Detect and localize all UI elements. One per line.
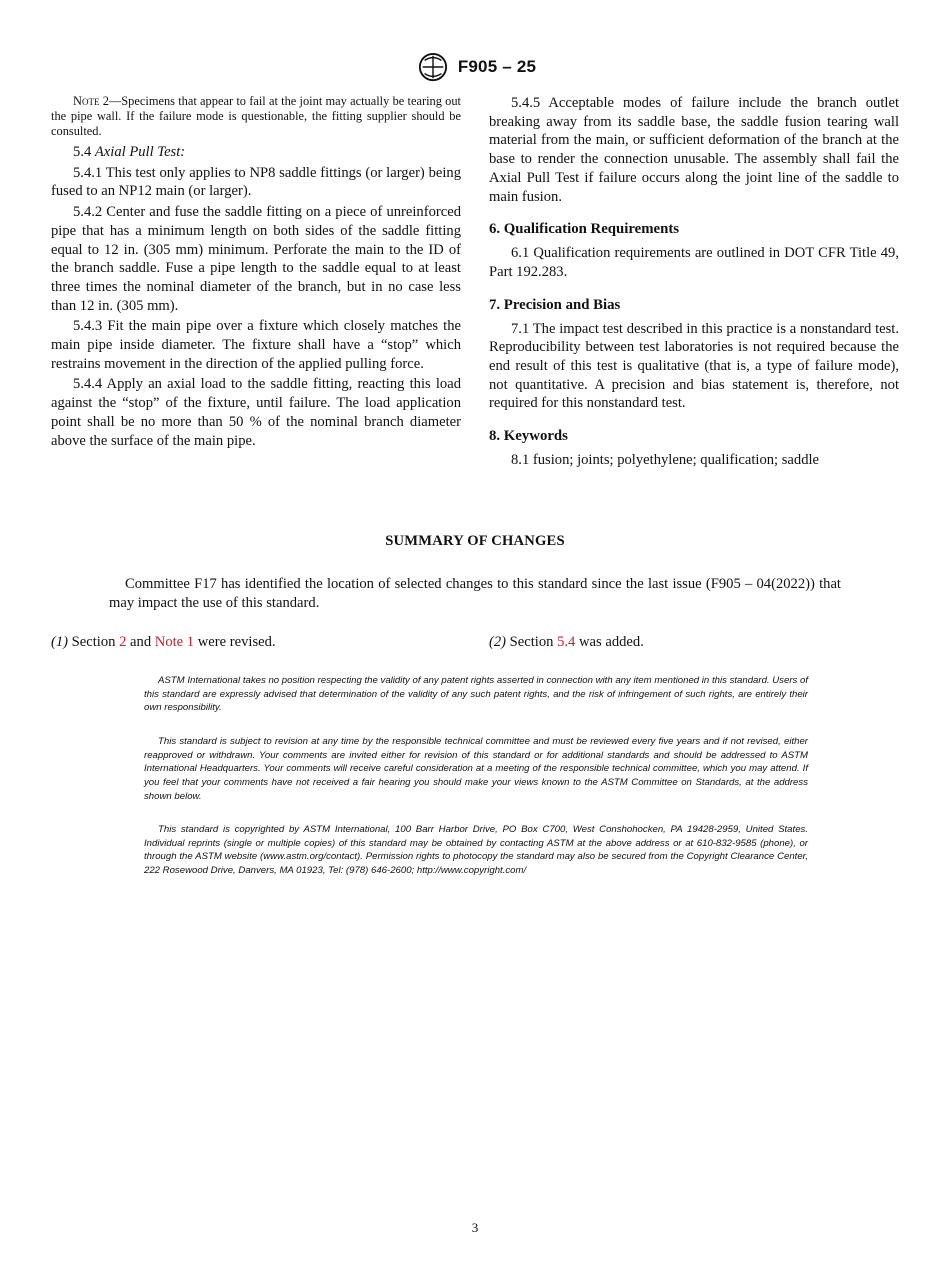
paragraph-5-4-4: 5.4.4 Apply an axial load to the saddle fitting, reacting this load against the “stop” of the fixture, until failure. The load application point shall be no more than 50 % of the nominal branch diameter above the surface of the main pipe.	[51, 376, 461, 449]
patent-notice: ASTM International takes no position respecting the validity of any patent rights asserted in connection with any item mentioned in this standard. Users of this standard are expressly advised that determination of the validity of any such patent rights, and the risk of infringement of such rights, are entirely their own responsibility.	[144, 675, 808, 714]
change-number: (2)	[489, 634, 507, 650]
astm-logo-icon	[414, 52, 452, 82]
section-title: Axial Pull Test:	[94, 144, 186, 160]
summary-intro: Committee F17 has identified the location of selected changes to this standard since the last issue (F905 – 04(2022)) that may impact the use of this standard.	[109, 576, 841, 611]
section-number: 5.4	[73, 144, 95, 160]
section-2-link[interactable]: 2	[119, 634, 127, 650]
paragraph-8-1: 8.1 fusion; joints; polyethylene; qualification; saddle	[511, 452, 820, 469]
change-item-2	[489, 634, 644, 651]
summary-title: SUMMARY OF CHANGES	[385, 533, 565, 549]
change-number: (1)	[51, 634, 69, 650]
change-text: was added.	[575, 634, 644, 650]
note-1-link[interactable]: Note 1	[154, 634, 195, 650]
paragraph-6-1: 6.1 Qualification requirements are outlined in DOT CFR Title 49, Part 192.283.	[489, 245, 899, 280]
left-column	[51, 94, 461, 452]
section-8-heading: 8. Keywords	[489, 428, 568, 445]
section-7-heading: 7. Precision and Bias	[489, 296, 621, 313]
change-text: were revised.	[194, 634, 276, 650]
page-header	[0, 52, 950, 82]
paragraph-5-4-5: 5.4.5 Acceptable modes of failure include the branch outlet breaking away from its saddle base, the saddle fusion tearing wall material from the main, or sufficient deformation of the branch at the base to render the connection unusable. The assembly shall fail the Axial Pull Test if failure occurs along the joint line of the saddle to main fusion.	[489, 95, 899, 205]
paragraph-5-4-2: 5.4.2 Center and fuse the saddle fitting on a piece of unreinforced pipe that has a minimum length on both sides of the saddle fitting equal to 12 in. (305 mm) minimum. Perforate the main to the ID of the branch saddle. Fuse a pipe length to the saddle equal to at least three times the nominal diameter of the branch, but in no case less than 12 in. (305 mm).	[51, 204, 461, 314]
note-label: Note	[73, 94, 100, 108]
paragraph-5-4-3: 5.4.3 Fit the main pipe over a fixture which closely matches the main pipe inside diameter. The fixture shall have a “stop” which restrains movement in the direction of the applied pulling force.	[51, 318, 461, 372]
section-5-4-link[interactable]: 5.4	[557, 634, 576, 650]
standard-designation: F905 – 25	[457, 57, 537, 76]
revision-notice: This standard is subject to revision at any time by the responsible technical committee and must be reviewed every five years and if not revised, either reapproved or withdrawn. Your comments are invited either for revision of this standard or for additional standards and should be addressed to ASTM International Headquarters. Your comments will receive careful consideration at a meeting of the responsible technical committee, which you may attend. If you feel that your comments have not received a fair hearing you should make your views known to the ASTM Committee on Standards, at the address shown below.	[144, 736, 808, 802]
note-2	[51, 94, 461, 139]
paragraph-7-1: 7.1 The impact test described in this practice is a nonstandard test. Reproducibility between test laboratories is not required because the end result of this test is qualitative (that is, a type of failure mode), not quantitative. A precision and bias statement is, therefore, not required for this nonstandard test.	[489, 320, 899, 412]
paragraph-5-4-1: 5.4.1 This test only applies to NP8 saddle fittings (or larger) being fused to an NP12 main (or larger).	[51, 164, 461, 200]
change-text: Section	[68, 634, 120, 650]
change-text: Section	[506, 634, 558, 650]
section-5-4-heading	[51, 143, 461, 162]
change-text: and	[126, 634, 155, 650]
change-item-1	[51, 634, 276, 651]
note-text: 2—Specimens that appear to fail at the joint may actually be tearing out the pipe wall. If the failure mode is questionable, the fitting supplier should be consulted.	[51, 94, 461, 138]
section-6-heading: 6. Qualification Requirements	[489, 221, 680, 238]
copyright-notice: This standard is copyrighted by ASTM International, 100 Barr Harbor Drive, PO Box C700, West Conshohocken, PA 19428-2959, United States. Individual reprints (single or multiple copies) of this standard may be obtained by contacting ASTM at the above address or at 610-832-9585 (phone), or through the ASTM website (www.astm.org/contact). Permission rights to photocopy the standard may also be secured from the Copyright Clearance Center, 222 Rosewood Drive, Danvers, MA 01923, Tel: (978) 646-2600; http://www.copyright.com/	[144, 824, 808, 877]
page-number: 3	[471, 1220, 479, 1235]
right-column	[489, 94, 899, 472]
